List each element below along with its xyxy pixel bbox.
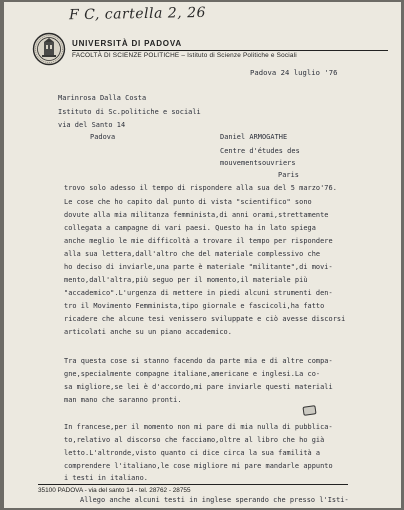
body-line: In francese,per il momento non mi pare di mia nulla di pubblica- xyxy=(64,423,333,431)
body-line: ho deciso di inviarle,una parte è materiale "militante",di movi- xyxy=(64,263,333,271)
faculty-line: FACOLTÀ DI SCIENZE POLITICHE – Istituto di Scienze Politiche e Sociali xyxy=(72,52,297,59)
body-line: i testi in italiano. xyxy=(64,474,148,482)
recipient-line: Paris xyxy=(278,171,299,179)
body-line: letto.L'altronde,visto quanto ci dice circa la sua familità a xyxy=(64,449,321,457)
recipient-line: Daniel ARMOGATHE xyxy=(220,133,288,141)
body-line: gne,specialmente compagne italiane,americane e inglesi.La co- xyxy=(64,370,321,378)
body-line: anche meglio le mie difficoltà a trovare il tempo per rispondere xyxy=(64,237,333,245)
body-line: dovute alla mia militanza femminista,di anni orami,strettamente xyxy=(64,211,329,219)
sender-line: Istituto di Sc.politiche e sociali xyxy=(58,108,201,116)
body-line: alla sua lettera,dall'altro che del materiale complessivo che xyxy=(64,250,321,258)
body-line: articolati anche su un piano accademico. xyxy=(64,328,232,336)
body-line: Allego anche alcuni testi in inglese sperando che presso l'Isti- xyxy=(80,496,349,504)
letterhead-rule xyxy=(72,50,388,51)
letter-page xyxy=(4,2,401,508)
body-line: to,relativo al discorso che facciamo,oltre al libro che ho già xyxy=(64,436,325,444)
letter-date: Padova 24 luglio '76 xyxy=(250,68,338,77)
ink-mark xyxy=(302,405,316,416)
body-line: Tra questa cose si stanno facendo da parte mia e di altre compa- xyxy=(64,357,333,365)
body-line: tro il Movimento Femminista,tipo giornale e fascicoli,ha fatto xyxy=(64,302,325,310)
handwritten-archive-note: F C, cartella 2, 26 xyxy=(68,4,207,24)
letterhead-footer xyxy=(38,484,358,494)
body-line: Le cose che ho capito dal punto di vista "scientifico" sono xyxy=(64,198,312,206)
recipient-line: mouvementsouvriers xyxy=(220,159,296,167)
letterhead xyxy=(72,39,392,59)
body-line: sa migliore,se lei è d'accordo,mi pare inviarle questi materiali xyxy=(64,383,333,391)
sender-line: Marinrosa Dalla Costa xyxy=(58,94,147,102)
footer-rule xyxy=(38,484,348,485)
body-line: mento,dall'altra,più seguo per il momento,il materiale più xyxy=(64,276,308,284)
body-line: comprendere l'italiano,le cose migliore mi pare mandarle appunto xyxy=(64,462,333,470)
footer-address: 35100 PADOVA - via del santo 14 - tel. 28762 - 28755 xyxy=(38,487,191,494)
body-line: "accademico".L'urgenza di mettere in piedi alcuni strumenti den- xyxy=(64,289,333,297)
body-line: ricadere che alcune tesi venissero sviluppate e ciò avesse discorsi xyxy=(64,315,346,323)
university-seal-icon xyxy=(32,32,66,66)
body-line: man mano che saranno pronti. xyxy=(64,396,182,404)
body-line: trovo solo adesso il tempo di rispondere alla sua del 5 marzo'76. xyxy=(64,184,337,192)
body-line: collegata a campagne di vari paesi. Questo ha in lato spiega xyxy=(64,224,316,232)
recipient-line: Centre d'études des xyxy=(220,147,300,155)
sender-line: Padova xyxy=(90,133,116,141)
sender-line: via del Santo 14 xyxy=(58,121,126,129)
university-name: UNIVERSITÀ DI PADOVA xyxy=(72,39,182,48)
